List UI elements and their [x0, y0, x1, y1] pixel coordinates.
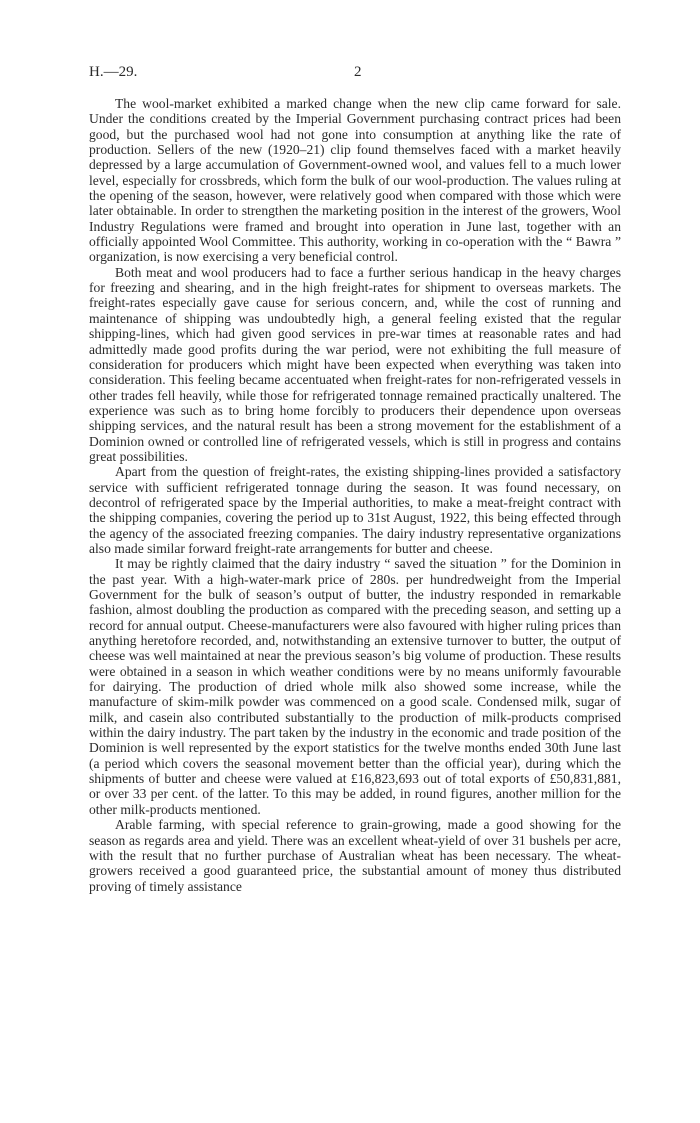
- paragraph-dairy-industry: It may be rightly claimed that the dairy industry “ saved the situation ” for the Dominion in the past year. With a high-water-mark price of 280s. per hundredweight from the Imperial Government for the bulk of season’s output of butter, the industry responded in remarkable fashion, almost doubling the production as compared with the preceding season, and setting up a record for annual output. Cheese-manufacturers were also favoured with higher ruling prices than anything heretofore recorded, and, notwithstanding an extensive turnover to butter, the output of cheese was well maintained at near the previous season’s big volume of production. These results were obtained in a season in which weather conditions were by no means uniformly favourable for dairying. The production of dried whole milk also showed some increase, while the manufacture of skim-milk powder was commenced on a good scale. Condensed milk, sugar of milk, and casein also contributed substantially to the production of milk-products comprised within the dairy industry. The part taken by the industry in the economic and trade position of the Dominion is well represented by the export statistics for the twelve months ended 30th June last (a period which covers the seasonal movement better than the official year), during which the shipments of butter and cheese were valued at £16,823,693 out of total exports of £50,831,881, or over 33 per cent. of the latter. To this may be added, in round figures, another million for the other milk-products mentioned.: [89, 556, 621, 817]
- paragraph-arable-farming: Arable farming, with special reference to grain-growing, made a good showing for the season as regards area and yield. There was an excellent wheat-yield of over 31 bushels per acre, with the result that no further purchase of Australian wheat has been necessary. The wheat-growers received a good guaranteed price, the substantial amount of money thus distributed proving of timely assistance: [89, 817, 621, 894]
- paragraph-freight-charges: Both meat and wool producers had to face a further serious handicap in the heavy charges for freezing and shearing, and in the high freight-rates for shipment to overseas markets. The freight-rates especially gave cause for serious concern, and, while the cost of running and maintenance of shipping was undoubtedly high, a general feeling existed that the regular shipping-lines, which had given good services in pre-war times at reasonable rates and had admittedly made good profits during the war period, were not exhibiting the full measure of consideration for producers which might have been expected when everything was taken into consideration. This feeling became accentuated when freight-rates for non-refrigerated vessels in other trades fell heavily, while those for refrigerated tonnage remained practically unaltered. The experience was such as to bring home forcibly to producers their dependence upon overseas shipping services, and the natural result has been a strong movement for the establishment of a Dominion owned or controlled line of refrigerated vessels, which is still in progress and contains great possibilities.: [89, 264, 621, 464]
- page-number: 2: [354, 64, 362, 80]
- page-header: [89, 64, 621, 84]
- paragraph-shipping-service: Apart from the question of freight-rates, the existing shipping-lines provided a satisfactory service with sufficient refrigerated tonnage during the season. It was found necessary, on decontrol of refrigerated space by the Imperial authorities, to make a meat-freight contract with the shipping companies, covering the period up to 31st August, 1922, this being effected through the agency of the associated freezing companies. The dairy industry representative organizations also made similar forward freight-rate arrangements for butter and cheese.: [89, 464, 621, 556]
- document-id: H.—29.: [89, 64, 138, 80]
- paragraph-wool-market: The wool-market exhibited a marked change when the new clip came forward for sale. Under the conditions created by the Imperial Government purchasing contract prices had been good, but the purchased wool had not gone into consumption at anything like the rate of production. Sellers of the new (1920–21) clip found themselves faced with a market heavily depressed by a large accumulation of Government-owned wool, and values fell to a much lower level, especially for crossbreds, which form the bulk of our wool-production. The values ruling at the opening of the season, however, were relatively good when compared with those which were later obtainable. In order to strengthen the marketing position in the interest of the growers, Wool Industry Regulations were framed and brought into operation in June last, together with an officially appointed Wool Committee. This authority, working in co-operation with the “ Bawra ” organization, is now exercising a very beneficial control.: [89, 96, 621, 265]
- body-text: [89, 96, 621, 894]
